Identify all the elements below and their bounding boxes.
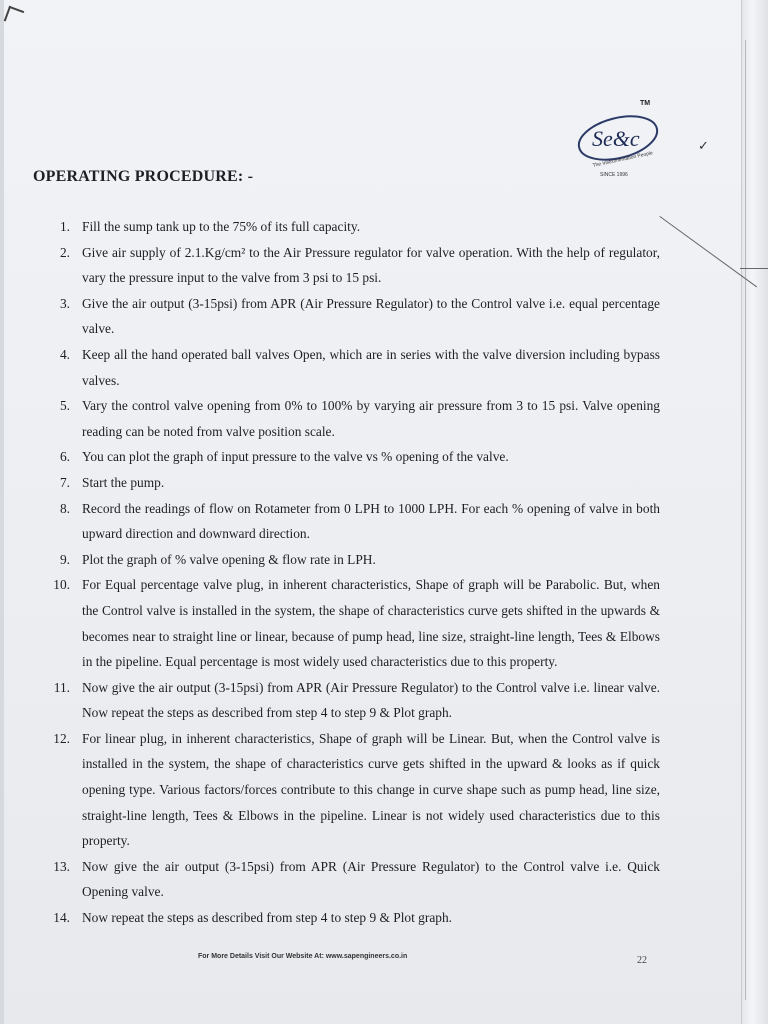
procedure-step	[30, 291, 660, 342]
step-number: 13.	[53, 858, 70, 874]
page-number: 22	[637, 955, 647, 966]
procedure-step	[30, 444, 660, 470]
step-number: 6.	[59, 449, 70, 465]
step-number: 10.	[53, 577, 70, 593]
step-text: Vary the control valve opening from 0% to 100% by varying air pressure from 3 to 15 psi. Valve opening reading can be noted from valve position scale.	[82, 398, 660, 439]
step-number: 1.	[59, 219, 70, 234]
procedure-step	[30, 240, 660, 291]
step-text: Now give the air output (3-15psi) from APR (Air Pressure Regulator) to the Control valve i.e. Quick Opening valve.	[82, 858, 660, 900]
page-title: OPERATING PROCEDURE: -	[33, 168, 254, 185]
step-number: 8.	[59, 500, 70, 516]
step-text: Now give the air output (3-15psi) from APR (Air Pressure Regulator) to the Control valve i.e. linear valve. Now repeat the steps as described from step 4 to step 9 & Plot graph.	[82, 679, 660, 721]
procedure-step	[30, 905, 660, 931]
svg-text:The Instrumentation People: The Instrumentation People	[592, 150, 654, 169]
footer-website-text: For More Details Visit Our Website At: www.sapengineers.co.in	[198, 953, 408, 960]
procedure-step	[30, 572, 660, 674]
step-number: 7.	[59, 474, 70, 490]
step-text: For Equal percentage valve plug, in inherent characteristics, Shape of graph will be Parabolic. But, when the Control valve is installed in the system, the shape of characteristics curve gets shifted in the upwards & becomes near to straight line or linear, because of pump head, line size, straight-line length, Tees & Elbows in the pipeline. Equal percentage is most widely used characteristics due to this property.	[82, 577, 660, 670]
step-text: Start the pump.	[82, 474, 165, 490]
step-number: 11.	[53, 679, 70, 695]
step-text: Now repeat the steps as described from step 4 to step 9 & Plot graph.	[82, 910, 453, 926]
step-number: 9.	[59, 551, 70, 567]
company-logo	[560, 104, 670, 184]
procedure-step	[30, 342, 660, 393]
step-text: Plot the graph of % valve opening & flow rate in LPH.	[82, 551, 376, 567]
step-text: Fill the sump tank up to the 75% of its full capacity.	[82, 219, 361, 234]
step-number: 2.	[59, 244, 70, 260]
procedure-step	[30, 470, 660, 496]
page-left-edge	[0, 0, 4, 1024]
handwritten-tick-icon: ✓	[698, 138, 709, 153]
svg-text:Se&c: Se&c	[592, 126, 640, 151]
step-number: 4.	[59, 346, 70, 362]
step-text: For linear plug, in inherent characteristics, Shape of graph will be Linear. But, when the Control valve is installed in the system, the shape of characteristics curve gets shifted in the upward & looks as if quick opening type. Various factors/forces contribute to this change in curve shape such as pump head, line size, straight-line length, Tees & Elbows in the pipeline. Linear is not widely used characteristics due to this property.	[82, 730, 660, 849]
step-text: Keep all the hand operated ball valves Open, which are in series with the valve diversion including bypass valves.	[82, 346, 660, 388]
step-number: 3.	[59, 295, 70, 311]
procedure-steps-list	[30, 214, 660, 931]
step-text: Give the air output (3-15psi) from APR (Air Pressure Regulator) to the Control valve i.e. equal percentage valve.	[82, 295, 660, 337]
step-number: 5.	[59, 398, 70, 414]
diagonal-mark-tail	[740, 268, 768, 269]
trademark-symbol: TM	[640, 100, 651, 107]
procedure-step	[30, 726, 660, 854]
binding-line	[745, 40, 746, 1000]
procedure-step	[30, 854, 660, 905]
step-number: 12.	[53, 730, 70, 746]
procedure-step	[30, 393, 660, 444]
step-number: 14.	[53, 910, 70, 926]
step-text: Record the readings of flow on Rotameter from 0 LPH to 1000 LPH. For each % opening of valve in both upward direction and downward direction.	[82, 500, 660, 542]
procedure-step	[30, 496, 660, 547]
procedure-step	[30, 214, 660, 240]
step-text: Give air supply of 2.1.Kg/cm² to the Air Pressure regulator for valve operation. With the help of regulator, vary the pressure input to the valve from 3 psi to 15 psi.	[82, 244, 660, 286]
procedure-step	[30, 547, 660, 573]
procedure-step	[30, 675, 660, 726]
svg-text:SINCE 1996: SINCE 1996	[600, 172, 628, 178]
step-text: You can plot the graph of input pressure to the valve vs % opening of the valve.	[82, 449, 509, 465]
corner-mark	[4, 6, 25, 27]
